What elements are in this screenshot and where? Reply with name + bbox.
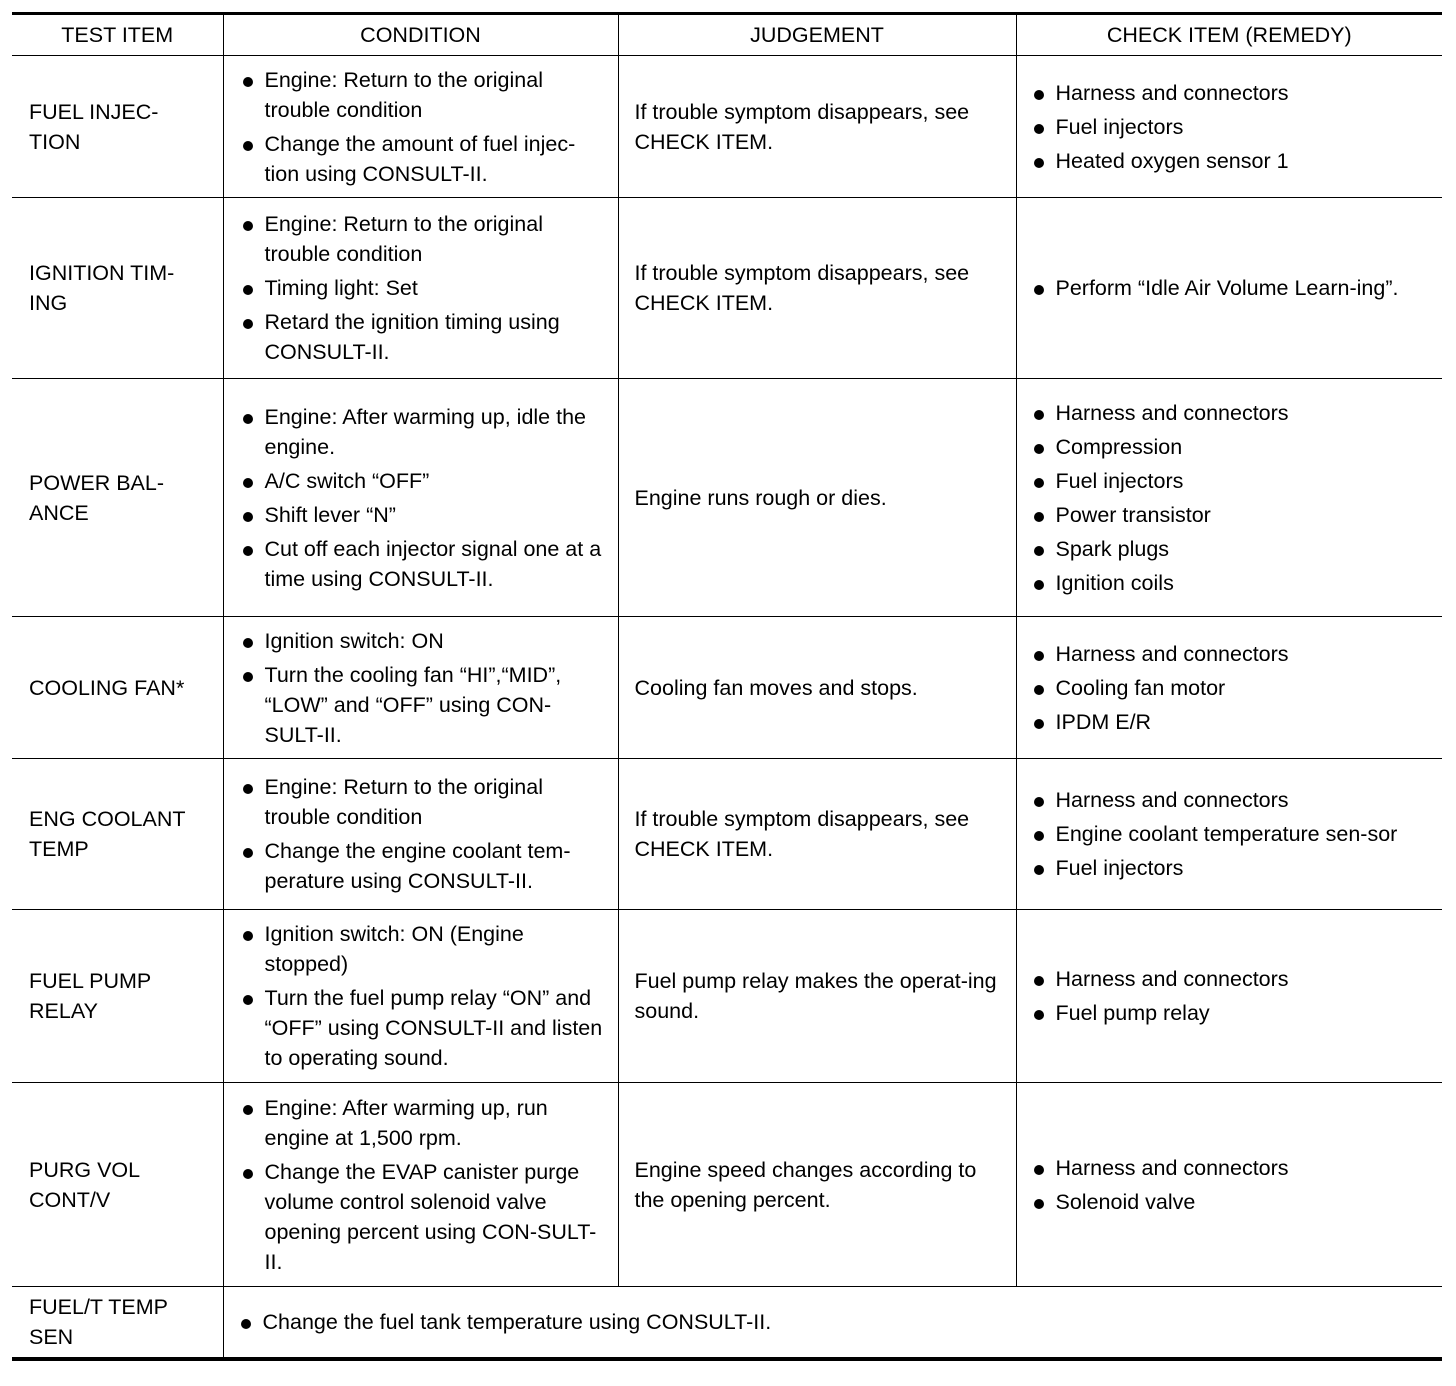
check-item-cell	[1016, 759, 1442, 910]
condition-item: Engine: Return to the original trouble condition	[240, 772, 604, 832]
condition-item: Engine: After warming up, run engine at 1,500 rpm.	[240, 1093, 604, 1153]
check-item-cell	[1016, 379, 1442, 617]
test-item-label: PURG VOL CONT/V	[29, 1157, 141, 1212]
check-item: Power transistor	[1031, 500, 1429, 530]
condition-item: Turn the fuel pump relay “ON” and “OFF” using CONSULT-II and listen to operating sound.	[240, 983, 604, 1073]
header-judgement: JUDGEMENT	[618, 14, 1016, 56]
check-item: Fuel injectors	[1031, 853, 1429, 883]
condition-item: Shift lever “N”	[240, 500, 604, 530]
header-test-item: TEST ITEM	[12, 14, 223, 56]
check-item: Harness and connectors	[1031, 785, 1429, 815]
condition-item: Change the EVAP canister purge volume control solenoid valve opening percent using CON-SULT-II.	[240, 1157, 604, 1277]
check-item: Harness and connectors	[1031, 78, 1429, 108]
judgement-cell: Fuel pump relay makes the operat-ing sound.	[618, 910, 1016, 1083]
check-item: Spark plugs	[1031, 534, 1429, 564]
condition-item: Cut off each injector signal one at a time using CONSULT-II.	[240, 534, 604, 594]
condition-item: Engine: Return to the original trouble condition	[240, 209, 604, 269]
table-row	[12, 198, 1442, 379]
test-item-label: POWER BAL- ANCE	[29, 470, 164, 525]
condition-cell	[223, 617, 618, 759]
table-row	[12, 1287, 1442, 1359]
check-item: Fuel pump relay	[1031, 998, 1429, 1028]
test-item-cell	[12, 1083, 223, 1287]
check-item: Harness and connectors	[1031, 1153, 1429, 1183]
test-item-label: ENG COOLANT TEMP	[29, 807, 186, 861]
condition-item: Change the amount of fuel injec-tion using CONSULT-II.	[240, 129, 604, 189]
condition-cell	[223, 56, 618, 198]
check-item-cell	[1016, 1083, 1442, 1287]
condition-cell	[223, 379, 618, 617]
condition-item: Timing light: Set	[240, 273, 604, 303]
test-item-cell	[12, 198, 223, 379]
condition-cell-merged	[223, 1287, 1442, 1359]
condition-item: Turn the cooling fan “HI”,“MID”, “LOW” and “OFF” using CON-SULT-II.	[240, 660, 604, 750]
check-item: Harness and connectors	[1031, 964, 1429, 994]
check-item: Harness and connectors	[1031, 398, 1429, 428]
header-check-item: CHECK ITEM (REMEDY)	[1016, 14, 1442, 56]
diagnostic-test-table	[12, 12, 1442, 1361]
table-row	[12, 1083, 1442, 1287]
condition-item: Engine: Return to the original trouble condition	[240, 65, 604, 125]
condition-item: Change the engine coolant tem-perature using CONSULT-II.	[240, 836, 604, 896]
judgement-cell: Cooling fan moves and stops.	[618, 617, 1016, 759]
condition-item: A/C switch “OFF”	[240, 466, 604, 496]
condition-cell	[223, 198, 618, 379]
judgement-cell: If trouble symptom disappears, see CHECK ITEM.	[618, 198, 1016, 379]
test-item-cell	[12, 379, 223, 617]
condition-item: Ignition switch: ON (Engine stopped)	[240, 919, 604, 979]
test-item-label: IGNITION TIM- ING	[29, 261, 175, 315]
condition-item: Change the fuel tank temperature using CONSULT-II.	[238, 1307, 1429, 1337]
condition-cell	[223, 910, 618, 1083]
test-item-label: FUEL/T TEMP SEN	[29, 1294, 168, 1349]
header-condition: CONDITION	[223, 14, 618, 56]
judgement-cell: If trouble symptom disappears, see CHECK ITEM.	[618, 56, 1016, 198]
condition-cell	[223, 759, 618, 910]
check-item-cell	[1016, 198, 1442, 379]
condition-item: Retard the ignition timing using CONSULT-II.	[240, 307, 604, 367]
check-item-cell	[1016, 910, 1442, 1083]
test-item-cell	[12, 759, 223, 910]
check-item: Fuel injectors	[1031, 112, 1429, 142]
check-item-cell	[1016, 56, 1442, 198]
check-item: Solenoid valve	[1031, 1187, 1429, 1217]
table-row	[12, 910, 1442, 1083]
check-item-cell	[1016, 617, 1442, 759]
table-row	[12, 56, 1442, 198]
test-item-cell	[12, 56, 223, 198]
judgement-cell: If trouble symptom disappears, see CHECK ITEM.	[618, 759, 1016, 910]
check-item: Perform “Idle Air Volume Learn-ing”.	[1031, 273, 1429, 303]
condition-item: Ignition switch: ON	[240, 626, 604, 656]
table-row	[12, 617, 1442, 759]
judgement-cell: Engine speed changes according to the opening percent.	[618, 1083, 1016, 1287]
table-row	[12, 759, 1442, 910]
test-item-cell	[12, 1287, 223, 1359]
check-item: Engine coolant temperature sen-sor	[1031, 819, 1429, 849]
check-item: IPDM E/R	[1031, 707, 1429, 737]
check-item: Ignition coils	[1031, 568, 1429, 598]
check-item: Harness and connectors	[1031, 639, 1429, 669]
test-item-cell	[12, 617, 223, 759]
check-item: Compression	[1031, 432, 1429, 462]
test-item-cell	[12, 910, 223, 1083]
judgement-cell: Engine runs rough or dies.	[618, 379, 1016, 617]
condition-cell	[223, 1083, 618, 1287]
header-row	[12, 14, 1442, 56]
test-item-label: COOLING FAN*	[29, 675, 185, 700]
check-item: Fuel injectors	[1031, 466, 1429, 496]
check-item: Heated oxygen sensor 1	[1031, 146, 1429, 176]
condition-item: Engine: After warming up, idle the engine.	[240, 402, 604, 462]
table-row	[12, 379, 1442, 617]
check-item: Cooling fan motor	[1031, 673, 1429, 703]
test-item-label: FUEL INJEC- TION	[29, 99, 159, 154]
test-item-label: FUEL PUMP RELAY	[29, 969, 152, 1023]
